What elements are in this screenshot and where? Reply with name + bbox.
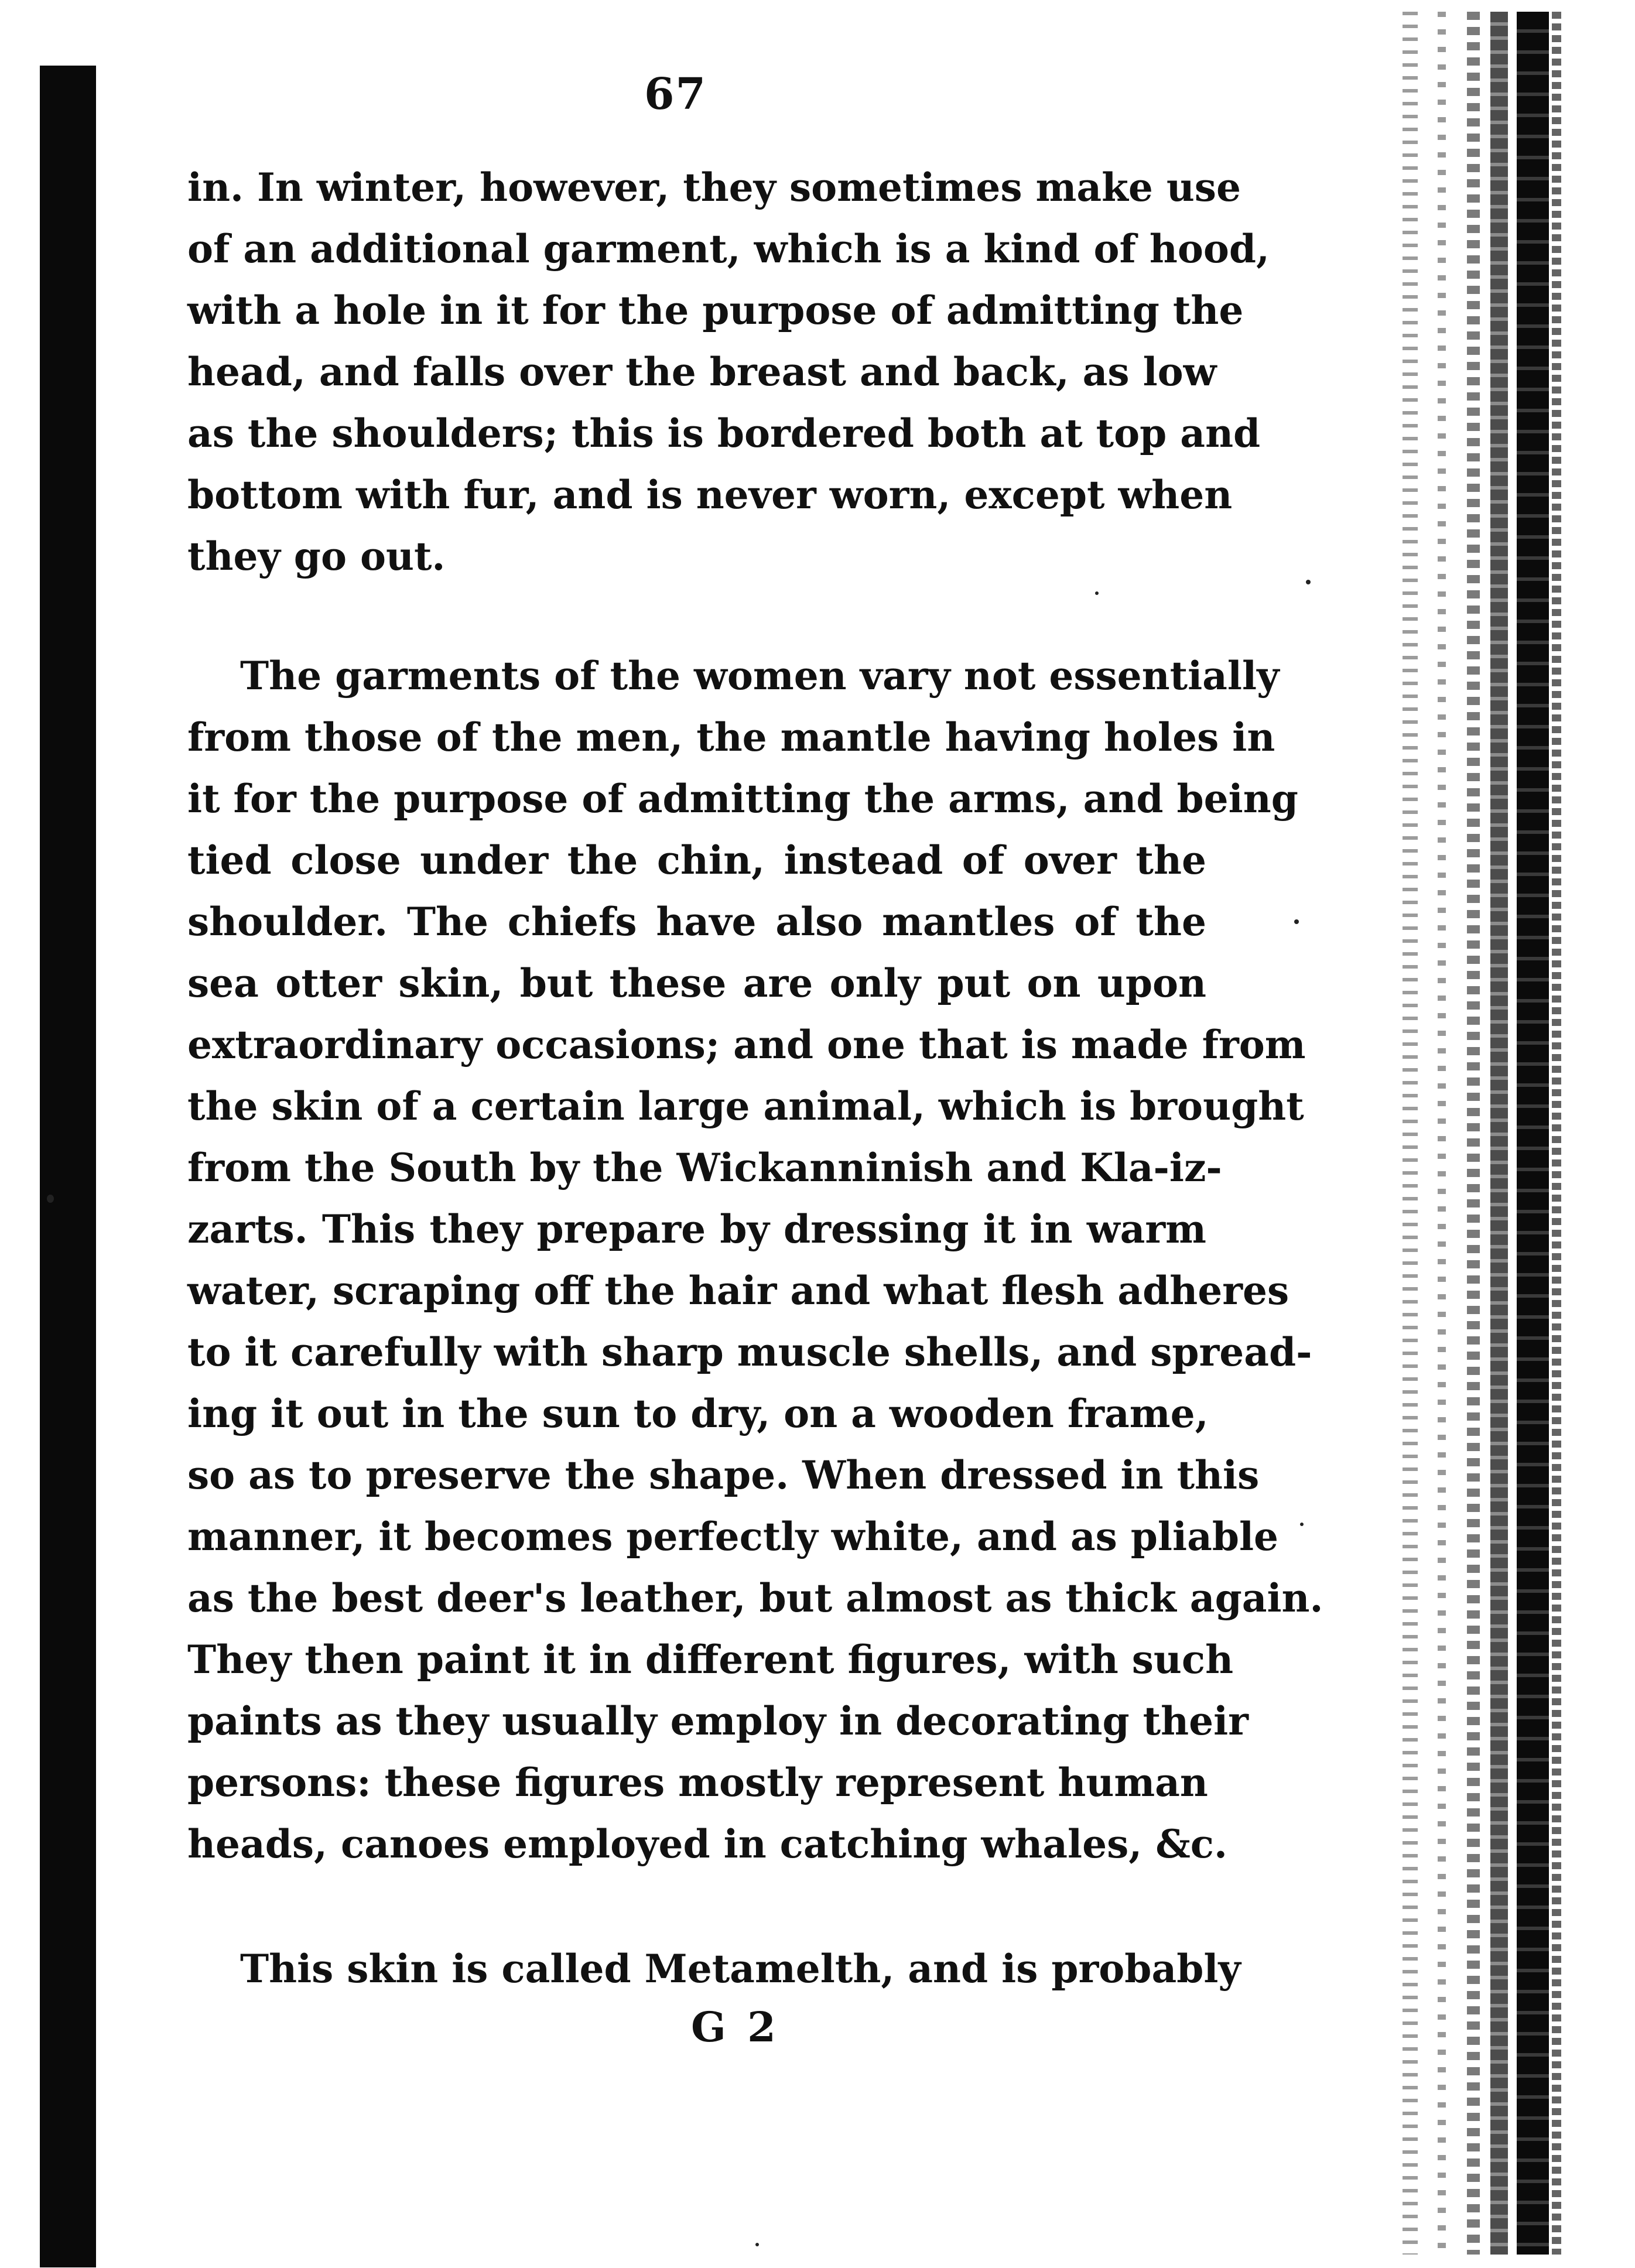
print-speck: [1294, 919, 1299, 924]
text-line: the skin of a certain large animal, which is brought: [187, 1083, 1304, 1129]
print-speck: [755, 2243, 759, 2246]
text-line: shoulder. The chiefs have also mantles of the: [187, 899, 1206, 945]
page-edge-shadow: [1403, 12, 1590, 2255]
text-line: sea otter skin, but these are only put on upon: [187, 960, 1206, 1006]
text-line: they go out.: [187, 533, 446, 579]
edge-strip: [1467, 12, 1480, 2255]
text-line: of an additional garment, which is a kind of hood,: [187, 226, 1270, 272]
binding-shadow: [40, 66, 96, 2267]
text-line: water, scraping off the hair and what flesh adheres: [187, 1268, 1289, 1313]
text-line: ing it out in the sun to dry, on a wooden frame,: [187, 1391, 1209, 1436]
signature-mark: G 2: [691, 2003, 779, 2051]
edge-strip: [1517, 12, 1549, 2255]
text-line: The garments of the women vary not essentially: [240, 653, 1280, 699]
text-line: so as to preserve the shape. When dressed in this: [187, 1452, 1260, 1498]
text-line: manner, it becomes perfectly white, and as pliable: [187, 1514, 1279, 1559]
print-speck: [1306, 580, 1311, 584]
text-line: from the South by the Wickanninish and Kla-iz-: [187, 1145, 1222, 1191]
text-line: This skin is called Metamelth, and is probably: [240, 1946, 1241, 1992]
text-line: bottom with fur, and is never worn, except when: [187, 472, 1233, 518]
text-line: persons: these figures mostly represent human: [187, 1760, 1208, 1805]
paragraph-3: [187, 1938, 1241, 2000]
text-line: it for the purpose of admitting the arms, and being: [187, 776, 1298, 822]
text-line: zarts. This they prepare by dressing it in warm: [187, 1206, 1206, 1252]
text-line: as the best deer's leather, but almost as thick again.: [187, 1575, 1323, 1621]
edge-strip: [1490, 12, 1508, 2255]
edge-strip: [1552, 12, 1561, 2255]
text-line: as the shoulders; this is bordered both at top and: [187, 411, 1261, 456]
text-line: paints as they usually employ in decorating their: [187, 1698, 1249, 1744]
edge-strip: [1403, 12, 1418, 2255]
text-line: heads, canoes employed in catching whales, &c.: [187, 1821, 1227, 1867]
text-line: extraordinary occasions; and one that is made from: [187, 1022, 1306, 1068]
print-speck: [47, 1195, 54, 1203]
edge-strip: [1438, 12, 1446, 2255]
text-line: in. In winter, however, they sometimes make use: [187, 165, 1241, 210]
text-line: head, and falls over the breast and back, as low: [187, 349, 1217, 395]
print-speck: [1300, 1523, 1304, 1526]
text-line: They then paint it in different figures, with such: [187, 1637, 1234, 1682]
page-number: 67: [644, 69, 707, 119]
text-line: from those of the men, the mantle having holes in: [187, 714, 1275, 760]
text-line: with a hole in it for the purpose of admitting the: [187, 288, 1244, 333]
print-speck: [1095, 591, 1099, 595]
paragraph-1: [187, 157, 1270, 587]
text-line: to it carefully with sharp muscle shells, and spread-: [187, 1329, 1312, 1375]
text-line: tied close under the chin, instead of over the: [187, 837, 1206, 883]
paragraph-2: [187, 645, 1323, 1875]
